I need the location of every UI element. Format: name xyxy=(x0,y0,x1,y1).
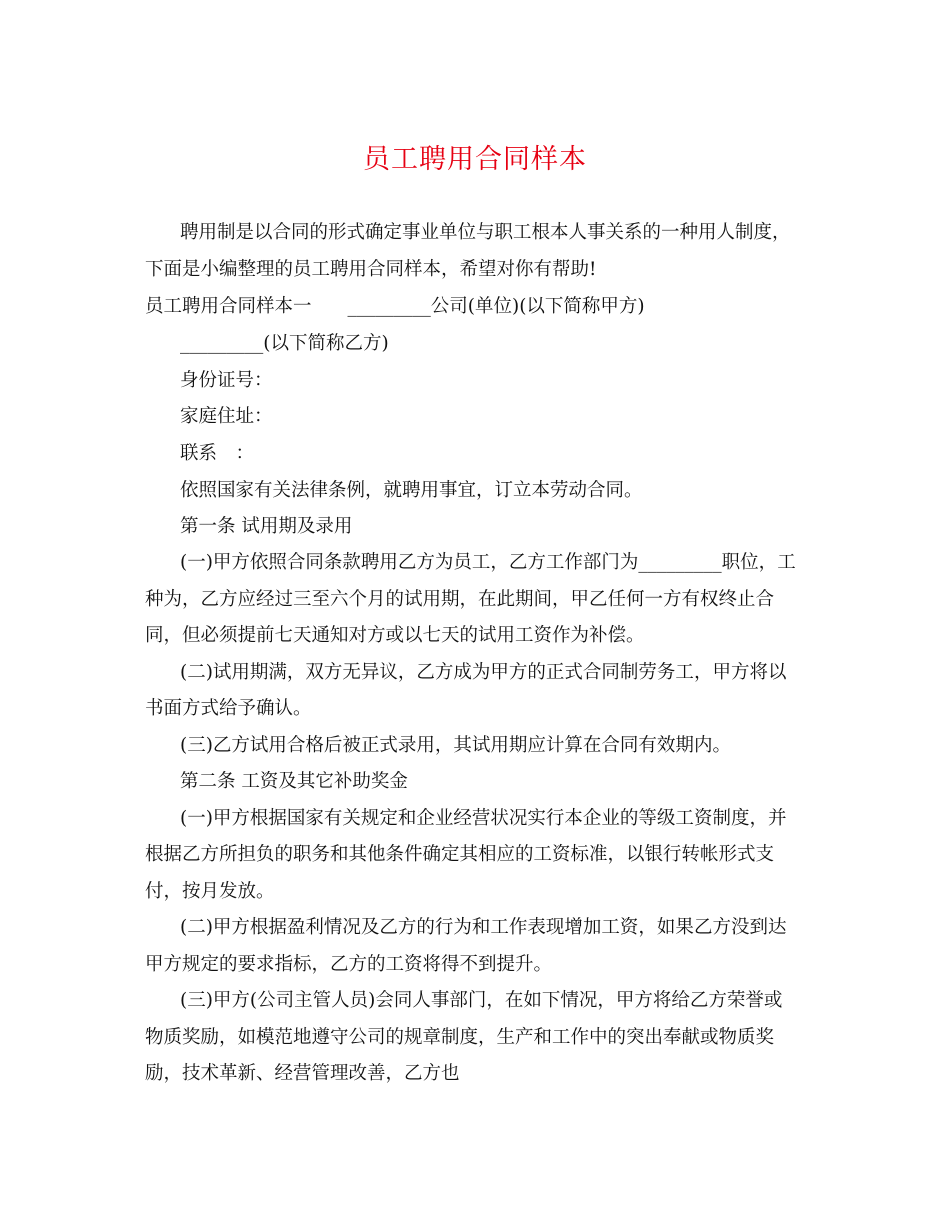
article-1-clause-1-line-2: 种为，乙方应经过三至六个月的试用期，在此期间，甲乙任何一方有权终止合 xyxy=(145,589,775,610)
article-2-clause-3-line-3: 励，技术革新、经营管理改善，乙方也 xyxy=(145,1063,460,1084)
article-2-clause-2-line-1: (二)甲方根据盈利情况及乙方的行为和工作表现增加工资，如果乙方没到达 xyxy=(180,917,787,938)
article-2-clause-1-line-1: (一)甲方根据国家有关规定和企业经营状况实行本企业的等级工资制度，并 xyxy=(180,808,787,829)
article-1-clause-1-line-1: (一)甲方依照合同条款聘用乙方为员工，乙方工作部门为_________职位，工 xyxy=(180,552,796,573)
intro-line-2: 下面是小编整理的员工聘用合同样本，希望对你有帮助! xyxy=(145,259,597,280)
article-2-clause-2-line-2: 甲方规定的要求指标，乙方的工资将得不到提升。 xyxy=(145,954,553,975)
party-a-text: _________公司(单位)(以下简称甲方) xyxy=(347,296,645,317)
document-title: 员工聘用合同样本 xyxy=(363,144,587,175)
article-1-clause-2-line-2: 书面方式给予确认。 xyxy=(145,698,312,719)
preamble-line: 依照国家有关法律条例，就聘用事宜，订立本劳动合同。 xyxy=(180,480,643,501)
article-1-clause-1-line-3: 同，但必须提前七天通知对方或以七天的试用工资作为补偿。 xyxy=(145,625,645,646)
sample-heading: 员工聘用合同样本一 xyxy=(145,296,312,317)
article-1-clause-2-line-1: (二)试用期满，双方无异议，乙方成为甲方的正式合同制劳务工，甲方将以 xyxy=(180,662,787,683)
article-2-heading: 第二条 工资及其它补助奖金 xyxy=(180,771,408,792)
id-number-line: 身份证号： xyxy=(180,370,273,391)
article-2-clause-1-line-2: 根据乙方所担负的职务和其他条件确定其相应的工资标准，以银行转帐形式支 xyxy=(145,844,775,865)
article-1-heading: 第一条 试用期及录用 xyxy=(180,516,353,537)
article-1-clause-3: (三)乙方试用合格后被正式录用，其试用期应计算在合同有效期内。 xyxy=(180,735,731,756)
intro-line-1: 聘用制是以合同的形式确定事业单位与职工根本人事关系的一种用人制度， xyxy=(180,222,791,243)
article-2-clause-3-line-1: (三)甲方(公司主管人员)会同人事部门，在如下情况，甲方将给乙方荣誉或 xyxy=(180,990,783,1011)
article-2-clause-1-line-3: 付，按月发放。 xyxy=(145,881,275,902)
address-line: 家庭住址： xyxy=(180,406,273,427)
party-a-line xyxy=(145,294,815,320)
contact-line: 联系 ： xyxy=(180,443,255,464)
party-b-line: _________(以下简称乙方) xyxy=(180,333,389,354)
article-2-clause-3-line-2: 物质奖励，如模范地遵守公司的规章制度，生产和工作中的突出奉献或物质奖 xyxy=(145,1027,775,1048)
